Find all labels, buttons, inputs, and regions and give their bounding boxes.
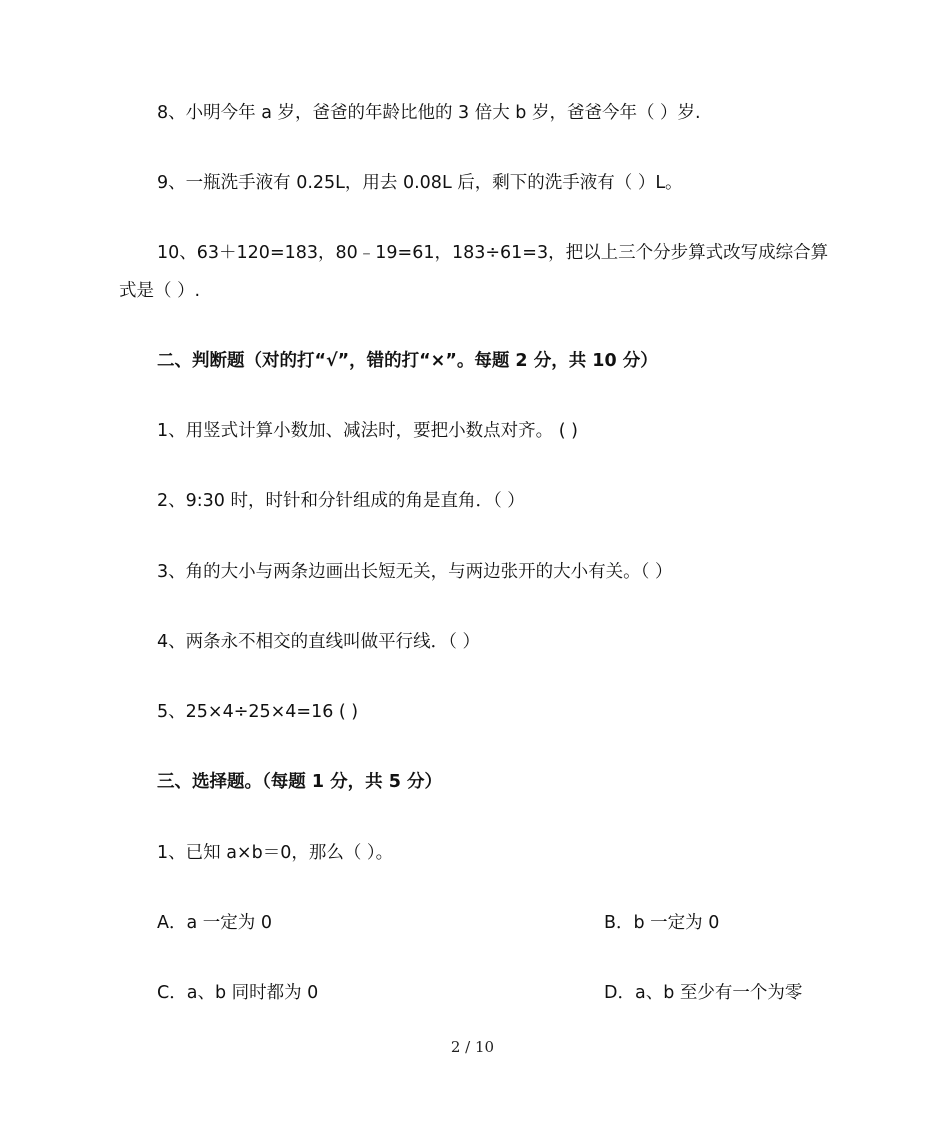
page-number: 2 / 10 xyxy=(450,1038,495,1056)
option-b: B．b 一定为 0 xyxy=(604,913,720,933)
judge-item-5: 5、25×4÷25×4=16 ( ) xyxy=(157,702,359,722)
section-judge-title: 二、判断题（对的打“√”，错的打“×”。每题 2 分，共 10 分） xyxy=(157,351,658,371)
judge-item-4: 4、两条永不相交的直线叫做平行线．（ ） xyxy=(157,632,480,652)
question-9: 9、一瓶洗手液有 0.25L，用去 0.08L 后，剩下的洗手液有（ ）L。 xyxy=(157,173,683,193)
choice-question-1: 1、已知 a×b＝0，那么（ ）。 xyxy=(157,843,394,863)
judge-item-1: 1、用竖式计算小数加、减法时，要把小数点对齐。 ( ) xyxy=(157,421,578,441)
question-8: 8、小明今年 a 岁，爸爸的年龄比他的 3 倍大 b 岁，爸爸今年（ ）岁. xyxy=(157,103,701,123)
judge-item-2: 2、9:30 时，时针和分针组成的角是直角．（ ） xyxy=(157,491,525,511)
section-choice-title: 三、选择题。（每题 1 分，共 5 分） xyxy=(157,772,442,792)
question-10-continuation: 式是（ ）. xyxy=(119,281,201,301)
option-a: A．a 一定为 0 xyxy=(157,913,272,933)
option-d: D．a、b 至少有一个为零 xyxy=(604,983,803,1003)
judge-item-3: 3、角的大小与两条边画出长短无关，与两边张开的大小有关。（ ） xyxy=(157,562,673,582)
option-c: C．a、b 同时都为 0 xyxy=(157,983,319,1003)
question-10: 10、63＋120=183，80﹣19=61，183÷61=3，把以上三个分步算式改写成综合算 xyxy=(157,243,829,263)
